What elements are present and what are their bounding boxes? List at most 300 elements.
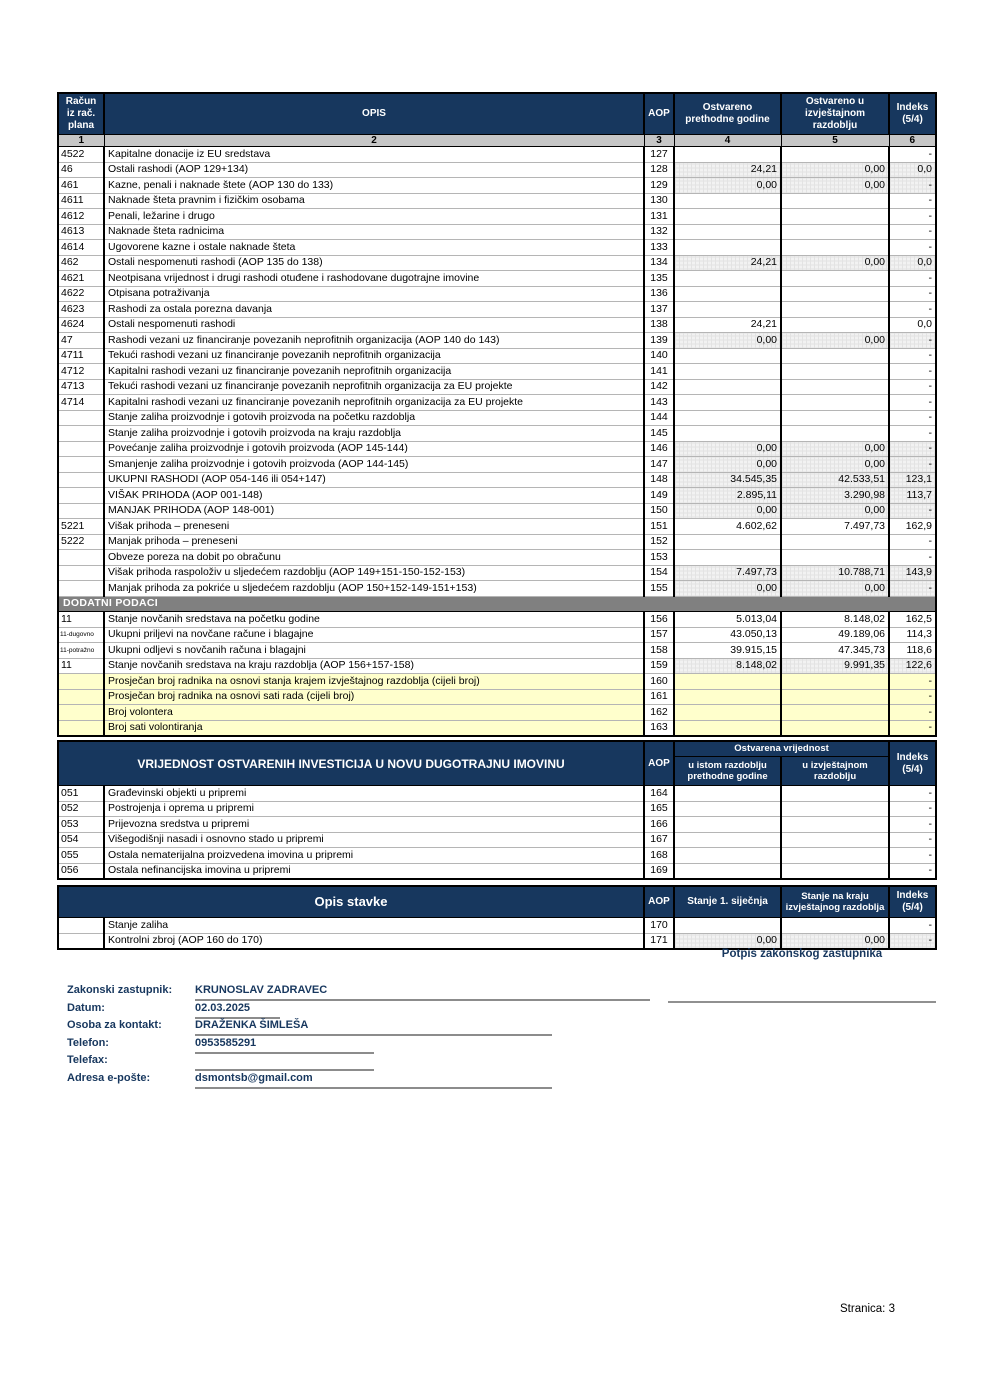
header-opis: OPIS (104, 93, 644, 135)
row-value-curr (781, 720, 889, 736)
col-num-3: 3 (644, 135, 674, 147)
row-index: - (889, 817, 936, 833)
row-value-curr: 0,00 (781, 441, 889, 457)
row-value-prev (674, 410, 781, 426)
row-aop: 163 (644, 720, 674, 736)
row-value-curr (781, 364, 889, 380)
row-code: 47 (58, 333, 104, 349)
row-aop: 167 (644, 832, 674, 848)
row-desc: Broj volontera (104, 705, 644, 721)
row-index: - (889, 848, 936, 864)
col-num-6: 6 (889, 135, 936, 147)
form-row-datum (67, 1002, 650, 1020)
col-num-4: 4 (674, 135, 781, 147)
row-value-curr (781, 286, 889, 302)
row-desc: Penali, ležarine i drugo (104, 209, 644, 225)
row-value-curr (781, 193, 889, 209)
row-aop: 162 (644, 705, 674, 721)
zalihe-rows (58, 918, 936, 950)
rashodi-table (57, 92, 937, 737)
row-value-prev: 24,21 (674, 162, 781, 178)
row-value-curr (781, 348, 889, 364)
row-code (58, 933, 104, 949)
row-value-curr (781, 426, 889, 442)
table-row (58, 302, 936, 318)
header-opis-stavke: Opis stavke (58, 886, 644, 918)
row-index: - (889, 832, 936, 848)
row-value-prev (674, 786, 781, 802)
row-desc: MANJAK PRIHODA (AOP 148-001) (104, 503, 644, 519)
row-index: 162,5 (889, 612, 936, 628)
row-value-prev (674, 550, 781, 566)
row-value-prev (674, 848, 781, 864)
row-index: - (889, 426, 936, 442)
row-code (58, 581, 104, 597)
column-number-row (58, 135, 936, 147)
row-code: 4712 (58, 364, 104, 380)
row-aop: 159 (644, 658, 674, 674)
header-indeks-3: Indeks (5/4) (889, 886, 936, 918)
table-row (58, 503, 936, 519)
table-row (58, 519, 936, 535)
table-row (58, 863, 936, 879)
row-code (58, 410, 104, 426)
row-desc: Kapitalni rashodi vezani uz financiranje povezanih neprofitnih organizacija za EU projekte (104, 395, 644, 411)
table-row (58, 581, 936, 597)
row-aop: 164 (644, 786, 674, 802)
row-index: 113,7 (889, 488, 936, 504)
table-row (58, 193, 936, 209)
row-aop: 148 (644, 472, 674, 488)
row-value-prev (674, 689, 781, 705)
table-row (58, 379, 936, 395)
table-row (58, 162, 936, 178)
row-aop: 161 (644, 689, 674, 705)
row-desc: Ugovorene kazne i ostale naknade šteta (104, 240, 644, 256)
row-value-curr (781, 395, 889, 411)
row-code (58, 441, 104, 457)
row-index: - (889, 441, 936, 457)
row-desc: Stanje zaliha proizvodnje i gotovih proizvoda na početku razdoblja (104, 410, 644, 426)
row-value-curr: 49.189,06 (781, 627, 889, 643)
row-code (58, 705, 104, 721)
row-aop: 153 (644, 550, 674, 566)
header-indeks: Indeks (5/4) (889, 93, 936, 135)
row-index: 0,0 (889, 255, 936, 271)
row-code (58, 720, 104, 736)
row-value-prev: 0,00 (674, 441, 781, 457)
row-value-prev (674, 209, 781, 225)
table-row (58, 689, 936, 705)
row-aop: 141 (644, 364, 674, 380)
form-label: Telefon: (67, 1036, 109, 1049)
row-code: 4622 (58, 286, 104, 302)
table-row (58, 395, 936, 411)
row-value-prev: 8.148,02 (674, 658, 781, 674)
row-desc: UKUPNI RASHODI (AOP 054-146 ili 054+147) (104, 472, 644, 488)
row-value-prev (674, 364, 781, 380)
table-row (58, 817, 936, 833)
col-num-2: 2 (104, 135, 644, 147)
row-value-curr: 0,00 (781, 333, 889, 349)
row-aop: 158 (644, 643, 674, 659)
row-code: 4713 (58, 379, 104, 395)
row-aop: 152 (644, 534, 674, 550)
row-value-curr (781, 147, 889, 163)
row-value-prev: 0,00 (674, 933, 781, 949)
table-row (58, 240, 936, 256)
row-desc: Kapitalne donacije iz EU sredstava (104, 147, 644, 163)
header-aop-2: AOP (644, 741, 674, 786)
table-row (58, 147, 936, 163)
row-value-prev: 4.602,62 (674, 519, 781, 535)
table-row (58, 720, 936, 736)
table-row (58, 333, 936, 349)
row-value-prev (674, 271, 781, 287)
row-code: 056 (58, 863, 104, 879)
row-index: 143,9 (889, 565, 936, 581)
form-label: Telefax: (67, 1054, 108, 1066)
header-stanje-sijecnja: Stanje 1. siječnja (674, 886, 781, 918)
row-aop: 137 (644, 302, 674, 318)
row-index: - (889, 918, 936, 934)
row-code: 4614 (58, 240, 104, 256)
row-code: 4714 (58, 395, 104, 411)
table-row (58, 348, 936, 364)
row-code: 052 (58, 801, 104, 817)
form-label: Datum: (67, 1001, 105, 1014)
form-row-telefon (67, 1037, 650, 1055)
row-value-curr (781, 863, 889, 879)
row-index: 162,9 (889, 519, 936, 535)
row-desc: Prosječan broj radnika na osnovi stanja krajem izvještajnog razdoblja (cijeli broj) (104, 674, 644, 690)
row-code (58, 918, 104, 934)
row-value-prev: 0,00 (674, 178, 781, 194)
row-aop: 149 (644, 488, 674, 504)
row-code (58, 565, 104, 581)
row-desc: Kapitalni rashodi vezani uz financiranje povezanih neprofitnih organizacija (104, 364, 644, 380)
row-index: - (889, 786, 936, 802)
row-index: - (889, 674, 936, 690)
row-value-curr: 47.345,73 (781, 643, 889, 659)
row-aop: 171 (644, 933, 674, 949)
row-code: 5222 (58, 534, 104, 550)
row-index: - (889, 240, 936, 256)
row-desc: Ostali nespomenuti rashodi (104, 317, 644, 333)
row-value-curr (781, 302, 889, 318)
row-aop: 165 (644, 801, 674, 817)
row-code: 4613 (58, 224, 104, 240)
row-index: - (889, 863, 936, 879)
datum-value: 02.03.2025 (195, 1002, 280, 1019)
row-value-curr: 0,00 (781, 178, 889, 194)
row-aop: 169 (644, 863, 674, 879)
row-value-curr: 8.148,02 (781, 612, 889, 628)
row-aop: 150 (644, 503, 674, 519)
row-code (58, 550, 104, 566)
row-desc: Kontrolni zbroj (AOP 160 do 170) (104, 933, 644, 949)
row-value-prev (674, 674, 781, 690)
table-row (58, 255, 936, 271)
row-code (58, 426, 104, 442)
table-row (58, 457, 936, 473)
row-value-prev: 24,21 (674, 317, 781, 333)
header-ostvareno-izvjestajno: Ostvareno u izvještajnom razdoblju (781, 93, 889, 135)
dodatni-podaci-rows (58, 612, 936, 737)
form-label: Osoba za kontakt: (67, 1019, 162, 1031)
row-index: - (889, 379, 936, 395)
signature-line (668, 1001, 936, 1003)
form-label: Zakonski zastupnik: (67, 984, 173, 996)
row-code: 051 (58, 786, 104, 802)
row-desc: Povećanje zaliha proizvodnje i gotovih proizvoda (AOP 145-144) (104, 441, 644, 457)
rashodi-rows (58, 147, 936, 597)
row-desc: Otpisana potraživanja (104, 286, 644, 302)
row-value-prev: 5.013,04 (674, 612, 781, 628)
row-desc: Ostali nespomenuti rashodi (AOP 135 do 138) (104, 255, 644, 271)
header-stanje-kraj-razdoblja: Stanje na kraju izvještajnog razdoblja (781, 886, 889, 918)
row-index: - (889, 705, 936, 721)
row-desc: Građevinski objekti u pripremi (104, 786, 644, 802)
table-row (58, 627, 936, 643)
row-index: - (889, 364, 936, 380)
row-index: - (889, 348, 936, 364)
table-row (58, 441, 936, 457)
table-row (58, 848, 936, 864)
header-aop-3: AOP (644, 886, 674, 918)
row-index: - (889, 209, 936, 225)
row-aop: 143 (644, 395, 674, 411)
form-row-adresa-eposte (67, 1072, 650, 1090)
row-value-curr: 42.533,51 (781, 472, 889, 488)
row-desc: Broj sati volontiranja (104, 720, 644, 736)
header-isto-razdoblje-prethodne: u istom razdoblju prethodne godine (674, 757, 781, 786)
row-aop: 138 (644, 317, 674, 333)
row-value-prev (674, 395, 781, 411)
row-aop: 155 (644, 581, 674, 597)
row-index: - (889, 933, 936, 949)
row-aop: 136 (644, 286, 674, 302)
zalihe-table-header (58, 886, 936, 918)
table-row (58, 550, 936, 566)
dodatni-podaci-section (58, 596, 936, 612)
row-aop: 129 (644, 178, 674, 194)
row-index: 0,0 (889, 317, 936, 333)
telefax-value (195, 1054, 374, 1071)
col-num-5: 5 (781, 135, 889, 147)
table-row (58, 674, 936, 690)
row-desc: Ostala nefinancijska imovina u pripremi (104, 863, 644, 879)
row-desc: Višak prihoda – preneseni (104, 519, 644, 535)
row-code: 4612 (58, 209, 104, 225)
row-aop: 166 (644, 817, 674, 833)
row-aop: 139 (644, 333, 674, 349)
row-code: 4621 (58, 271, 104, 287)
row-value-prev: 39.915,15 (674, 643, 781, 659)
row-desc: Ostali rashodi (AOP 129+134) (104, 162, 644, 178)
row-value-prev (674, 863, 781, 879)
rashodi-table-header (58, 93, 936, 147)
row-desc: Stanje zaliha (104, 918, 644, 934)
row-desc: Ukupni odljevi s novčanih računa i blagajni (104, 643, 644, 659)
row-value-curr: 7.497,73 (781, 519, 889, 535)
row-index: - (889, 581, 936, 597)
row-desc: Tekući rashodi vezani uz financiranje povezanih neprofitnih organizacija za EU projekte (104, 379, 644, 395)
row-value-curr: 10.788,71 (781, 565, 889, 581)
telefon-value: 0953585291 (195, 1037, 374, 1054)
zalihe-table (57, 885, 937, 950)
table-row (58, 534, 936, 550)
header-racun-plana: Račun iz rač. plana (58, 93, 104, 135)
row-code: 5221 (58, 519, 104, 535)
row-index: 114,3 (889, 627, 936, 643)
report-body (57, 92, 935, 950)
row-index: - (889, 457, 936, 473)
table-row (58, 364, 936, 380)
row-value-curr: 0,00 (781, 503, 889, 519)
row-index: - (889, 534, 936, 550)
row-aop: 170 (644, 918, 674, 934)
row-index: - (889, 178, 936, 194)
row-code: 055 (58, 848, 104, 864)
row-value-curr: 0,00 (781, 457, 889, 473)
row-value-prev (674, 817, 781, 833)
row-value-curr (781, 674, 889, 690)
row-desc: Prosječan broj radnika na osnovi sati rada (cijeli broj) (104, 689, 644, 705)
row-code: 4522 (58, 147, 104, 163)
row-value-curr (781, 410, 889, 426)
table-row (58, 488, 936, 504)
header-aop: AOP (644, 93, 674, 135)
row-index: - (889, 147, 936, 163)
row-aop: 157 (644, 627, 674, 643)
row-index: - (889, 286, 936, 302)
row-desc: Višegodišnji nasadi i osnovno stado u pripremi (104, 832, 644, 848)
row-value-prev: 0,00 (674, 581, 781, 597)
page-number: Stranica: 3 (840, 1303, 895, 1315)
row-value-curr (781, 317, 889, 333)
row-value-prev (674, 240, 781, 256)
row-value-curr (781, 271, 889, 287)
row-code: 053 (58, 817, 104, 833)
table-row (58, 410, 936, 426)
row-index: 122,6 (889, 658, 936, 674)
row-desc: Tekući rashodi vezani uz financiranje povezanih neprofitnih organizacija (104, 348, 644, 364)
row-aop: 144 (644, 410, 674, 426)
row-value-prev: 34.545,35 (674, 472, 781, 488)
table-row (58, 705, 936, 721)
row-code: 11 (58, 658, 104, 674)
row-index: - (889, 395, 936, 411)
table-row (58, 178, 936, 194)
row-value-prev (674, 302, 781, 318)
form-row-osoba-za-kontakt (67, 1019, 650, 1037)
table-row (58, 832, 936, 848)
row-code: 46 (58, 162, 104, 178)
row-index: - (889, 271, 936, 287)
row-desc: Rashodi za ostala porezna davanja (104, 302, 644, 318)
table-row (58, 612, 936, 628)
table-row (58, 426, 936, 442)
row-desc: Neotpisana vrijednost i drugi rashodi otuđene i rashodovane dugotrajne imovine (104, 271, 644, 287)
row-aop: 147 (644, 457, 674, 473)
row-code: 4711 (58, 348, 104, 364)
row-desc: Kazne, penali i naknade štete (AOP 130 do 133) (104, 178, 644, 194)
header-investicije-title: VRIJEDNOST OSTVARENIH INVESTICIJA U NOVU DUGOTRAJNU IMOVINU (58, 741, 644, 786)
row-value-prev: 0,00 (674, 457, 781, 473)
row-desc: Ukupni priljevi na novčane račune i blagajne (104, 627, 644, 643)
row-code: 11-potražno (58, 643, 104, 659)
row-desc: Naknade šteta radnicima (104, 224, 644, 240)
row-value-curr (781, 918, 889, 934)
row-value-prev (674, 801, 781, 817)
row-value-curr (781, 832, 889, 848)
row-value-curr (781, 705, 889, 721)
zakonski-zastupnik-value: KRUNOSLAV ZADRAVEC (195, 984, 650, 1001)
row-value-curr (781, 550, 889, 566)
row-aop: 156 (644, 612, 674, 628)
row-value-prev (674, 705, 781, 721)
row-value-prev (674, 193, 781, 209)
row-value-curr (781, 209, 889, 225)
row-index: 118,6 (889, 643, 936, 659)
row-aop: 128 (644, 162, 674, 178)
row-value-prev: 43.050,13 (674, 627, 781, 643)
row-value-prev (674, 832, 781, 848)
row-value-curr: 0,00 (781, 933, 889, 949)
row-value-curr (781, 786, 889, 802)
row-aop: 140 (644, 348, 674, 364)
row-value-curr (781, 240, 889, 256)
row-code: 11-dugovno (58, 627, 104, 643)
row-value-curr (781, 801, 889, 817)
osoba-za-kontakt-value: DRAŽENKA ŠIMLEŠA (195, 1019, 552, 1036)
row-value-curr: 0,00 (781, 581, 889, 597)
row-value-curr (781, 848, 889, 864)
row-aop: 127 (644, 147, 674, 163)
row-value-prev (674, 224, 781, 240)
row-value-prev: 7.497,73 (674, 565, 781, 581)
table-row (58, 286, 936, 302)
row-desc: VIŠAK PRIHODA (AOP 001-148) (104, 488, 644, 504)
row-desc: Manjak prihoda – preneseni (104, 534, 644, 550)
row-desc: Stanje novčanih sredstava na početku godine (104, 612, 644, 628)
investicije-rows (58, 786, 936, 880)
row-value-prev (674, 426, 781, 442)
row-value-prev (674, 147, 781, 163)
row-value-prev: 0,00 (674, 503, 781, 519)
row-value-prev: 0,00 (674, 333, 781, 349)
row-code (58, 503, 104, 519)
table-row (58, 643, 936, 659)
row-desc: Stanje zaliha proizvodnje i gotovih proizvoda na kraju razdoblja (104, 426, 644, 442)
form-row-telefax (67, 1054, 650, 1072)
section-bar-dodatni-podaci: DODATNI PODACI (58, 596, 936, 612)
row-aop: 142 (644, 379, 674, 395)
table-row (58, 224, 936, 240)
table-row (58, 933, 936, 949)
row-desc: Rashodi vezani uz financiranje povezanih neprofitnih organizacija (AOP 140 do 143) (104, 333, 644, 349)
row-code: 462 (58, 255, 104, 271)
row-aop: 160 (644, 674, 674, 690)
row-code: 4611 (58, 193, 104, 209)
row-desc: Višak prihoda raspoloživ u sljedećem razdoblju (AOP 149+151-150-152-153) (104, 565, 644, 581)
header-indeks-2: Indeks (5/4) (889, 741, 936, 786)
form-row-zakonski-zastupnik (67, 984, 650, 1002)
row-index: 123,1 (889, 472, 936, 488)
row-value-curr: 0,00 (781, 255, 889, 271)
row-index: - (889, 333, 936, 349)
